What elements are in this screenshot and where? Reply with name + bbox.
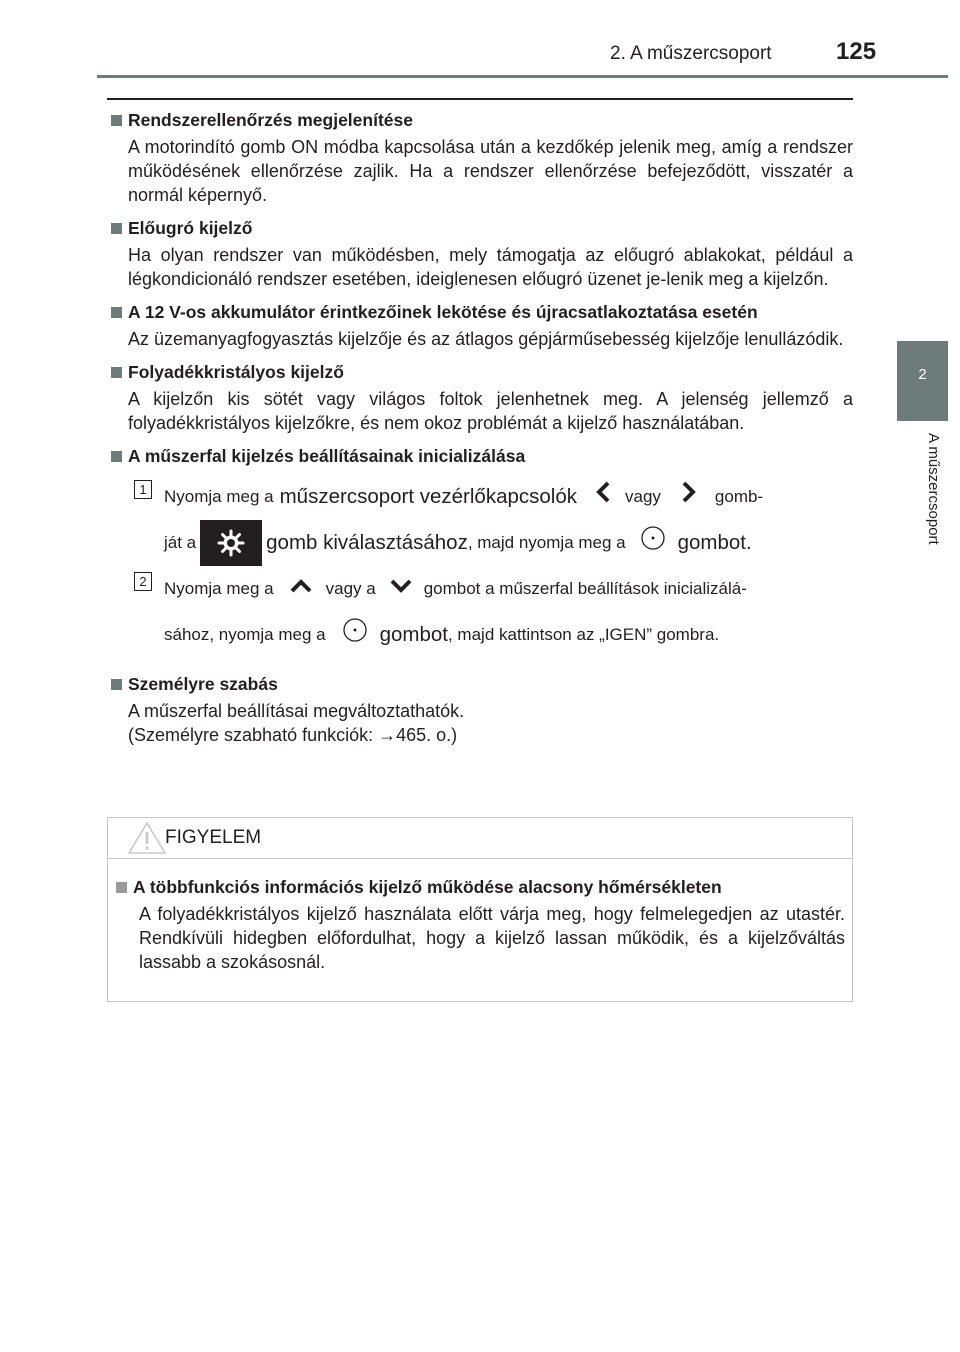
section-body: A motorindító gomb ON módba kapcsolása után a kezdőkép jelenik meg, amíg a rendszer működésének ellenőrzése zajlik. Ha a rendszer ellenőrzése befejeződött, visszatér a normál képernyő.	[128, 137, 853, 205]
section-battery-reconnect	[108, 300, 853, 351]
step-text: Nyomja meg a	[164, 579, 274, 598]
warning-body: A folyadékkristályos kijelző használata előtt várja meg, hogy felmelegedjen az utastér. Rendkívüli hidegben előfordulhat, hogy a kijelző lassan működik, és a kijelzőváltás lassabb a szokásosnál.	[139, 904, 845, 972]
step-1	[134, 474, 853, 566]
square-bullet-icon	[116, 882, 127, 893]
chevron-down-icon	[390, 574, 412, 604]
main-content	[108, 108, 853, 756]
section-body: A kijelzőn kis sötét vagy világos foltok jelenhetnek meg. A jelenség jellemző a folyadékkristályos kijelzőkre, és nem okoz problémát a kijelző használatában.	[128, 389, 853, 433]
section-popup-display	[108, 216, 853, 291]
section-heading: Személyre szabás	[128, 674, 278, 694]
warning-heading: A többfunkciós információs kijelző működése alacsony hőmérsékleten	[133, 877, 722, 897]
chevron-right-icon	[681, 481, 697, 513]
square-bullet-icon	[111, 367, 122, 378]
step-text: vagy	[624, 487, 661, 506]
section-meter-reset	[108, 444, 853, 658]
step-text: sához, nyomja meg a	[164, 625, 326, 644]
warning-box	[107, 817, 853, 1002]
square-bullet-icon	[111, 223, 122, 234]
section-body: Az üzemanyagfogyasztás kijelzője és az átlagos gépjárműsebesség kijelzője lenullázódik.	[128, 329, 844, 349]
warning-title: FIGYELEM	[165, 827, 262, 848]
section-body: Ha olyan rendszer van működésben, mely támogatja az előugró ablakokat, például a légkondicionáló rendszer esetében, ideiglenesen előugró üzenet je-lenik meg a kijelzőn.	[128, 245, 853, 289]
step-list	[108, 474, 853, 658]
step-text: , majd kattintson az „IGEN” gombra.	[447, 625, 720, 644]
chevron-left-icon	[595, 481, 611, 513]
header-rule	[97, 75, 948, 78]
section-customization	[108, 672, 853, 747]
step-2	[134, 566, 853, 658]
step-text: gombot a műszerfal beállítások inicializálá-	[423, 579, 747, 598]
section-heading: A műszerfal kijelzés beállításainak inicializálása	[128, 446, 526, 466]
page-number: 125	[836, 38, 877, 65]
section-system-check	[108, 108, 853, 207]
warning-header	[108, 818, 852, 859]
step-text: Nyomja meg a	[164, 487, 274, 506]
ok-button-icon	[640, 525, 666, 561]
step-text: gombot.	[677, 531, 752, 554]
step-text: gomb-	[714, 487, 764, 506]
step-number: 1	[134, 480, 152, 499]
section-lcd	[108, 360, 853, 435]
square-bullet-icon	[111, 451, 122, 462]
warning-triangle-icon	[127, 821, 167, 860]
chevron-up-icon	[290, 574, 312, 604]
chapter-tab	[897, 341, 948, 421]
chapter-number: 2	[918, 366, 927, 383]
step-text: gomb kiválasztásához	[266, 531, 468, 554]
step-text: vagy a	[325, 579, 376, 598]
square-bullet-icon	[111, 115, 122, 126]
section-body: A műszerfal beállításai megváltoztathatók. (Személyre szabható funkciók: →465. o.)	[128, 701, 465, 745]
step-text: gombot	[379, 623, 448, 646]
section-title: 2. A műszercsoport	[610, 43, 772, 64]
section-heading: Előugró kijelző	[128, 218, 253, 238]
step-text: műszercsoport vezérlőkapcsolók	[279, 485, 577, 508]
step-text: ját a	[164, 533, 197, 552]
content-rule	[107, 98, 853, 100]
step-number: 2	[134, 572, 152, 591]
section-heading: Rendszerellenőrzés megjelenítése	[128, 110, 413, 130]
chapter-label: A műszercsoport	[925, 433, 942, 545]
square-bullet-icon	[111, 679, 122, 690]
step-text: , majd nyomja meg a	[467, 533, 626, 552]
square-bullet-icon	[111, 307, 122, 318]
warning-content	[113, 875, 845, 974]
ok-button-icon	[342, 617, 368, 653]
section-heading: A 12 V-os akkumulátor érintkezőinek lekötése és újracsatlakoztatása esetén	[128, 302, 758, 322]
gear-icon	[200, 520, 262, 566]
section-heading: Folyadékkristályos kijelző	[128, 362, 344, 382]
